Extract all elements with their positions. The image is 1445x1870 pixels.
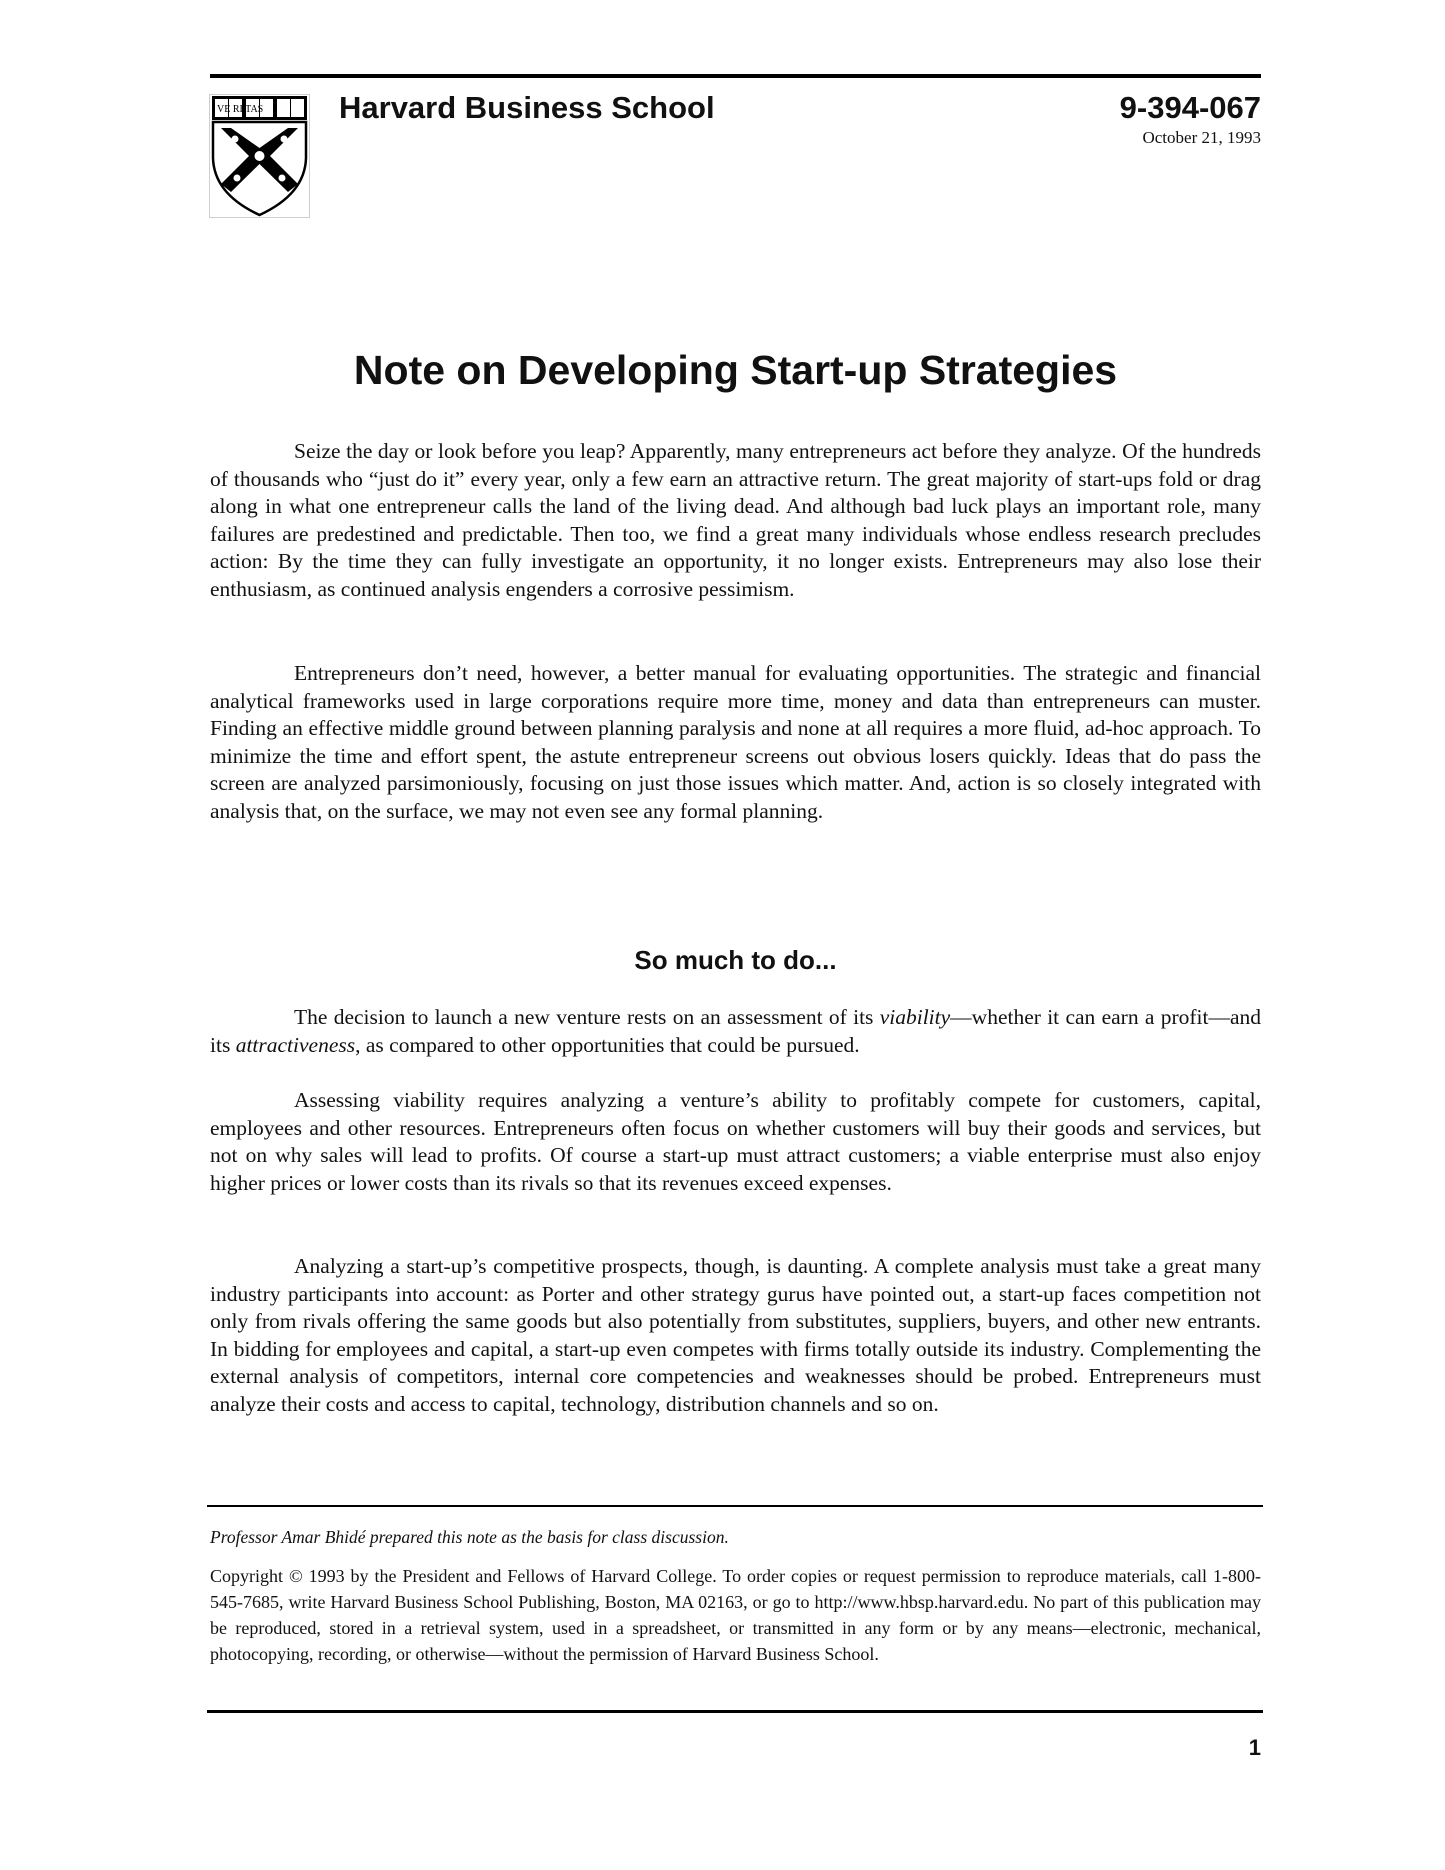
section-paragraph-2-block	[210, 1087, 1261, 1197]
bottom-rule	[207, 1710, 1263, 1713]
harvard-shield-logo	[209, 94, 310, 218]
section-heading: So much to do...	[634, 945, 837, 975]
intro-paragraph: Seize the day or look before you leap? Apparently, many entrepreneurs act before they analyze. Of the hundreds of thousands who “just do it” every year, only a few earn an attractive return. The great majority of start-ups fold or drag along in what one entrepreneur calls the land of the living dead. And although bad luck plays an important role, many failures are predestined and predictable. Then too, we find a great many individuals whose endless research precludes action: By the time they can fully investigate an opportunity, it no longer exists. Entrepreneurs may also lose their enthusiasm, as continued analysis engenders a corrosive pessimism.	[210, 439, 1261, 601]
intro-paragraph: Entrepreneurs don’t need, however, a better manual for evaluating opportunities. The strategic and financial analytical frameworks used in large corporations require more time, money and data than entrepreneurs can muster. Finding an effective middle ground between planning paralysis and none at all requires a more fluid, ad-hoc approach. To minimize the time and effort spent, the astute entrepreneur screens out obvious losers quickly. Ideas that do pass the screen are analyzed parsimoniously, focusing on just those issues which matter. And, action is so closely integrated with analysis that, on the surface, we may not even see any formal planning.	[210, 661, 1261, 823]
section-paragraph: Assessing viability requires analyzing a venture’s ability to profitably compete for customers, capital, employees and other resources. Entrepreneurs often focus on whether customers will buy their goods and services, but not on why sales will lead to profits. Of course a start-up must attract customers; a viable enterprise must also enjoy higher prices or lower costs than its rivals so that its revenues exceed expenses.	[210, 1088, 1261, 1195]
header-rule	[210, 74, 1261, 78]
intro-paragraph-2-block	[210, 660, 1261, 825]
section-paragraph-1-block	[210, 1004, 1261, 1059]
emphasis-viability: viability	[879, 1005, 951, 1029]
section-paragraph-3-block	[210, 1253, 1261, 1418]
intro-paragraph-1-block	[210, 438, 1261, 603]
section-paragraph	[210, 1004, 1261, 1059]
author-note: Professor Amar Bhidé prepared this note as the basis for class discussion.	[210, 1527, 729, 1547]
text-run: The decision to launch a new venture rests on an assessment of its	[294, 1005, 880, 1029]
logo-text: VE RI TAS	[217, 104, 264, 115]
document-date: October 21, 1993	[1142, 128, 1261, 147]
text-run: , as compared to other opportunities that could be pursued.	[355, 1032, 860, 1057]
document-code: 9-394-067	[1119, 90, 1261, 125]
page-title: Note on Developing Start-up Strategies	[353, 347, 1118, 393]
emphasis-attractiveness: attractiveness	[235, 1032, 356, 1057]
text-run: —whether it can earn a profit—and its	[210, 1005, 1262, 1057]
copyright-notice: Copyright © 1993 by the President and Fellows of Harvard College. To order copies or request permission to reproduce materials, call 1-800-545-7685, write Harvard Business School Publishing, Boston, MA 02163, or go to http://www.hbsp.harvard.edu. No part of this publication may be reproduced, stored in a retrieval system, used in a spreadsheet, or transmitted in any form or by any means—electronic, mechanical, photocopying, recording, or otherwise—without the permission of Harvard Business School.	[210, 1566, 1261, 1664]
school-name: Harvard Business School	[339, 90, 715, 125]
page-number: 1	[1248, 1735, 1261, 1760]
footnote-rule	[207, 1505, 1263, 1507]
section-paragraph: Analyzing a start-up’s competitive prospects, though, is daunting. A complete analysis must take a great many industry participants into account: as Porter and other strategy gurus have pointed out, a start-up faces competition not only from rivals offering the same goods but also potentially from substitutes, suppliers, buyers, and other new entrants. In bidding for employees and capital, a start-up even competes with firms totally outside its industry. Complementing the external analysis of competitors, internal core competencies and weaknesses should be probed. Entrepreneurs must analyze their costs and access to capital, technology, distribution channels and so on.	[210, 1254, 1261, 1416]
veritas-books	[215, 99, 304, 117]
